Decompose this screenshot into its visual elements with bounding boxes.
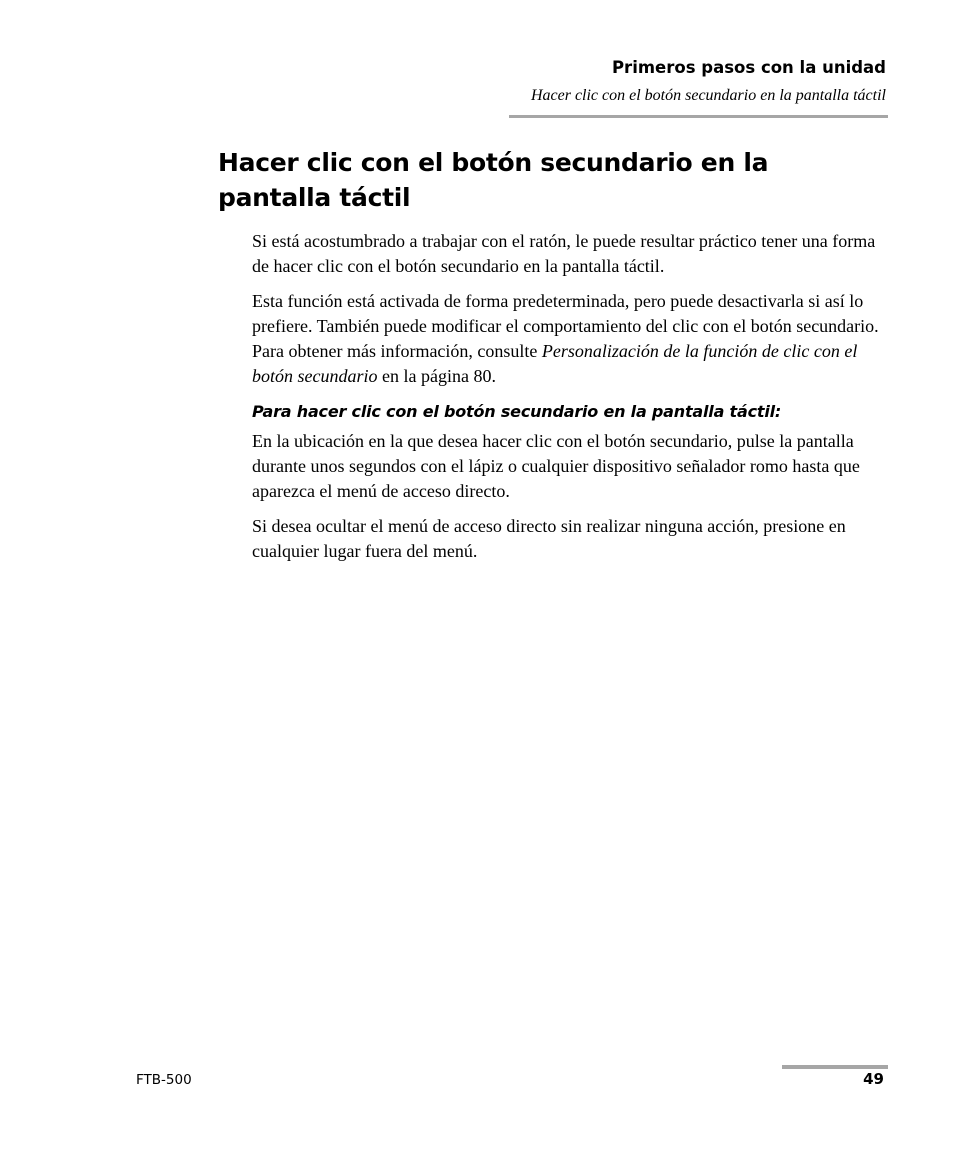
default-text-before: Esta función está activada de forma predeterminada, pero puede desactivarla si así lo prefiere. También puede modificar el comportamiento del clic con el botón secundario. Para obtener más información, consulte <box>252 291 879 361</box>
body-text <box>252 229 892 574</box>
intro-paragraph: Si está acostumbrado a trabajar con el ratón, le puede resultar práctico tener una forma de hacer clic con el botón secundario en la pantalla táctil. <box>252 231 876 276</box>
page-title: Hacer clic con el botón secundario en la pantalla táctil <box>218 148 769 212</box>
section-title: Hacer clic con el botón secundario en la pantalla táctil <box>530 87 886 104</box>
header-rule <box>509 115 888 118</box>
procedure-step: En la ubicación en la que desea hacer clic con el botón secundario, pulse la pantalla durante unos segundos con el lápiz o cualquier dispositivo señalador romo hasta que aparezca el menú de acceso directo. <box>252 431 860 501</box>
default-setting-paragraph <box>252 289 892 389</box>
hide-menu-paragraph: Si desea ocultar el menú de acceso directo sin realizar ninguna acción, presione en cualquier lugar fuera del menú. <box>252 516 846 561</box>
cross-reference-link[interactable]: Personalización de la función de clic con el botón secundario <box>252 341 858 386</box>
default-text-after: en la página 80. <box>377 366 496 386</box>
procedure-heading: Para hacer clic con el botón secundario en la pantalla táctil: <box>252 402 782 421</box>
chapter-title: Primeros pasos con la unidad <box>611 58 886 77</box>
footer-product-name: FTB-500 <box>136 1072 192 1088</box>
running-header <box>531 57 886 106</box>
page-number: 49 <box>863 1070 884 1088</box>
